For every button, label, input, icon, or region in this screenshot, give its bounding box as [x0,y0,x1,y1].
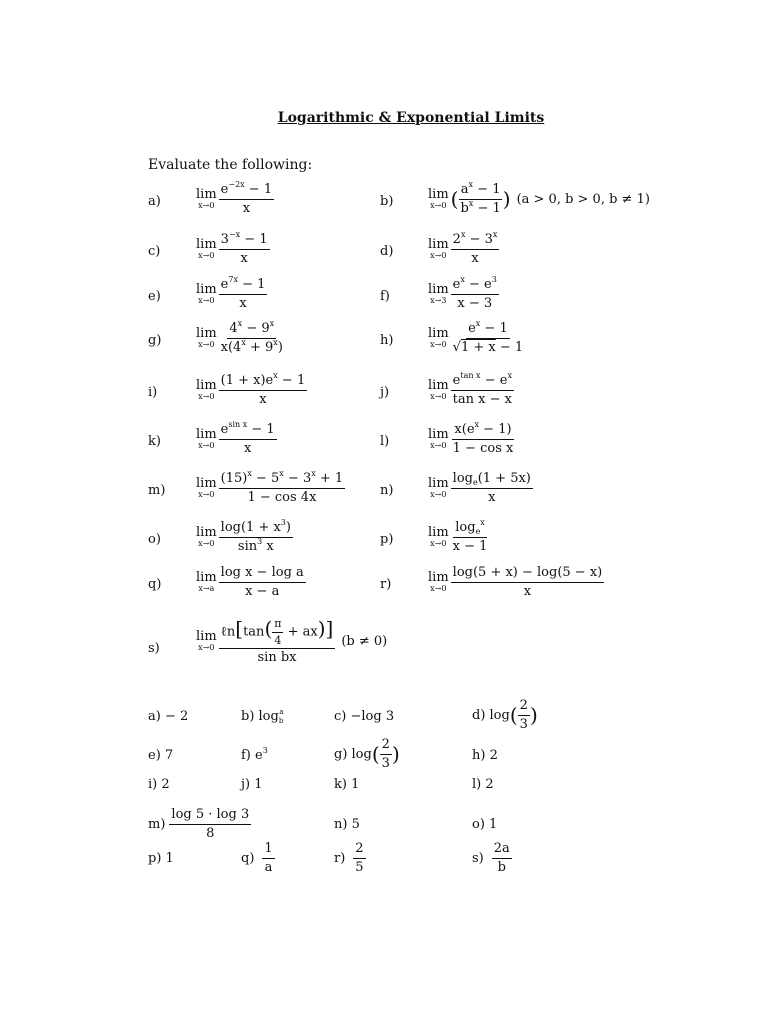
answer-a: a) − 2 [148,709,189,724]
answer-m: m) $\frac{\log 5 \cdot \log 3}{8}$ [148,807,250,841]
condition-s: (b ≠ 0) [341,633,388,649]
label-r: r) [380,577,392,592]
answer-s: s) $\frac{2a}{b}$ [472,841,510,875]
problem-e: lim x→0 $\frac{e^{7x} - 1}{x}$ [196,275,266,311]
answer-n: n) 5 [334,817,360,832]
label-q: q) [148,577,162,592]
answer-i: i) 2 [148,777,170,792]
answer-g: g) log ( $\frac{2}{3}$ ) [334,737,400,771]
answer-h: h) 2 [472,748,498,763]
instructions: Evaluate the following: [148,157,313,173]
problem-c: lim x→0 $\frac{3^{-x} - 1}{x}$ [196,230,268,266]
answer-c: c) −log 3 [334,709,395,724]
answer-e: e) 7 [148,748,174,763]
label-i: i) [148,385,158,400]
problem-q: lim x→a $\frac{\text{log x − log a}}{x - a}$ [196,565,304,599]
problem-j: lim x→0 $\frac{e^{tan x} - e^x}{\text{tan x − x}}$ [428,371,512,407]
label-f: f) [380,289,390,304]
problem-f: lim x→3 $\frac{e^x - e^3}{x - 3}$ [428,275,497,311]
problem-s: lim x→0 ℓn[tan( $\frac{\pi}{4}$ + ax)] sin bx (b ≠ 0) [196,616,388,666]
label-s: s) [148,641,160,656]
problem-k: lim x→0 $\frac{e^{sin x} - 1}{x}$ [196,420,275,456]
problem-a: lim x→0 $\frac{e^{-2x} - 1}{x}$ [196,180,273,216]
label-j: j) [380,385,390,400]
problem-p: lim x→0 $\frac{\log_e^x}{x - 1}$ [428,518,488,554]
answer-d: d) log ( $\frac{2}{3}$ ) [472,698,538,732]
label-h: h) [380,333,394,348]
label-b: b) [380,194,394,209]
problem-d: lim x→0 $\frac{2^x - 3^x}{x}$ [428,230,498,266]
label-l: l) [380,434,390,449]
problem-l: lim x→0 $\frac{x(e^x - 1)}{\text{1 − cos x}}$ [428,420,514,456]
label-n: n) [380,483,394,498]
page-title: Logarithmic & Exponential Limits [277,110,545,126]
label-d: d) [380,244,394,259]
answer-l: l) 2 [472,777,494,792]
answer-f: f) $e^3$ [241,746,268,763]
label-p: p) [380,532,394,547]
problem-r: lim x→0 $\frac{\log(5 + x) - \log(5 - x)}{x}$ [428,565,603,599]
answer-p: p) 1 [148,851,174,866]
answer-j: j) 1 [241,777,263,792]
problem-m: lim x→0 $\frac{(15)^x - 5^x - 3^x + 1}{1 - \cos 4x}$ [196,469,344,505]
problem-n: lim x→0 $\frac{\log_e(1 + 5x)}{x}$ [428,471,531,505]
answer-o: o) 1 [472,817,498,832]
problem-i: lim x→0 $\frac{(1 + x)e^x - 1}{x}$ [196,371,306,407]
problem-h: lim x→0 $\frac{e^x - 1}{√1 + x - 1}$ [428,319,524,355]
problem-o: lim x→0 $\frac{\log(1 + x^3)}{\sin^3 x}$ [196,518,291,554]
label-o: o) [148,532,161,547]
label-a: a) [148,194,161,209]
condition-b: (a > 0, b > 0, b ≠ 1) [516,191,650,207]
answer-b: b) $\log_b^a$ [241,708,284,725]
answer-r: r) $\frac{2}{5}$ [334,841,364,875]
label-g: g) [148,333,162,348]
answer-q: q) $\frac{1}{a}$ [241,841,273,875]
label-c: c) [148,244,161,259]
label-e: e) [148,289,161,304]
problem-g: lim x→0 $\frac{4^x - 9^x}{x(4^x + 9^x)}$ [196,319,283,355]
label-m: m) [148,483,166,498]
answer-k: k) 1 [334,777,360,792]
label-k: k) [148,434,161,449]
problem-b: lim x→0 ( $\frac{a^x - 1}{b^x - 1}$ ) (a > 0, b > 0, b ≠ 1) [428,180,650,216]
